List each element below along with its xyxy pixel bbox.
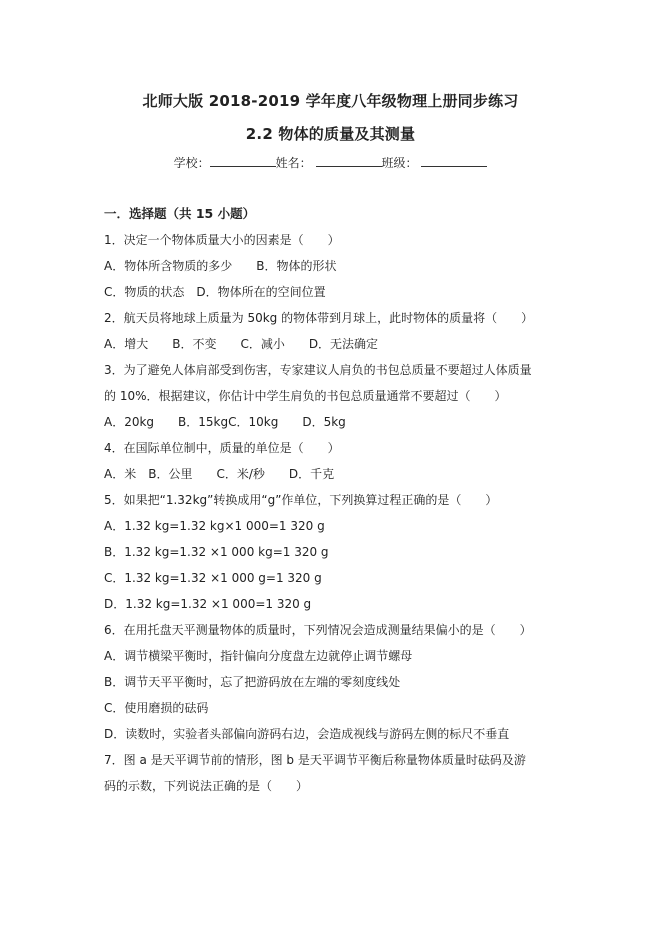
question-line: D．1.32 kg=1.32 ×1 000=1 320 g — [104, 597, 312, 611]
name-label: 姓名： — [275, 156, 312, 170]
document-subtitle: 2.2 物体的质量及其测量 — [245, 125, 416, 143]
class-blank — [421, 154, 487, 167]
student-info-line — [0, 154, 661, 171]
question-line: 5．如果把“1.32kg”转换成用“g”作单位，下列换算过程正确的是（ ） — [104, 493, 498, 507]
question-line: C．物质的状态 D．物体所在的空间位置 — [104, 285, 326, 299]
question-line: A．1.32 kg=1.32 kg×1 000=1 320 g — [104, 519, 325, 533]
question-line: 4．在国际单位制中，质量的单位是（ ） — [104, 441, 340, 455]
question-line: B．调节天平平衡时，忘了把游码放在左端的零刻度线处 — [104, 675, 401, 689]
school-blank — [210, 154, 276, 167]
question-line: A．米 B．公里 C．米/秒 D．千克 — [104, 467, 335, 481]
class-label: 班级： — [381, 156, 418, 170]
name-blank — [316, 154, 382, 167]
question-line: D．读数时，实验者头部偏向游码右边，会造成视线与游码左侧的标尺不垂直 — [104, 727, 510, 741]
question-line: 6．在用托盘天平测量物体的质量时，下列情况会造成测量结果偏小的是（ ） — [104, 623, 532, 637]
question-line: A．物体所含物质的多少 B．物体的形状 — [104, 259, 337, 273]
section-heading: 一．选择题（共 15 小题） — [104, 206, 256, 221]
question-line: 3．为了避免人体肩部受到伤害，专家建议人肩负的书包总质量不要超过人体质量 — [104, 363, 532, 377]
question-line: 码的示数，下列说法正确的是（ ） — [104, 779, 309, 793]
question-line: 7．图 a 是天平调节前的情形，图 b 是天平调节平衡后称量物体质量时砝码及游 — [104, 753, 526, 767]
question-line: A．增大 B．不变 C．减小 D．无法确定 — [104, 337, 379, 351]
question-line: A．调节横梁平衡时，指针偏向分度盘左边就停止调节螺母 — [104, 649, 413, 663]
question-line: 1．决定一个物体质量大小的因素是（ ） — [104, 233, 340, 247]
question-line: A．20kg B．15kgC．10kg D．5kg — [104, 415, 346, 429]
question-line: C．1.32 kg=1.32 ×1 000 g=1 320 g — [104, 571, 322, 585]
question-line: 2．航天员将地球上质量为 50kg 的物体带到月球上，此时物体的质量将（ ） — [104, 311, 534, 325]
question-line: B．1.32 kg=1.32 ×1 000 kg=1 320 g — [104, 545, 329, 559]
question-line: C．使用磨损的砝码 — [104, 701, 209, 715]
question-line: 的 10%．根据建议，你估计中学生肩负的书包总质量通常不要超过（ ） — [104, 389, 507, 403]
document-title: 北师大版 2018-2019 学年度八年级物理上册同步练习 — [142, 92, 519, 110]
school-label: 学校： — [173, 156, 210, 170]
